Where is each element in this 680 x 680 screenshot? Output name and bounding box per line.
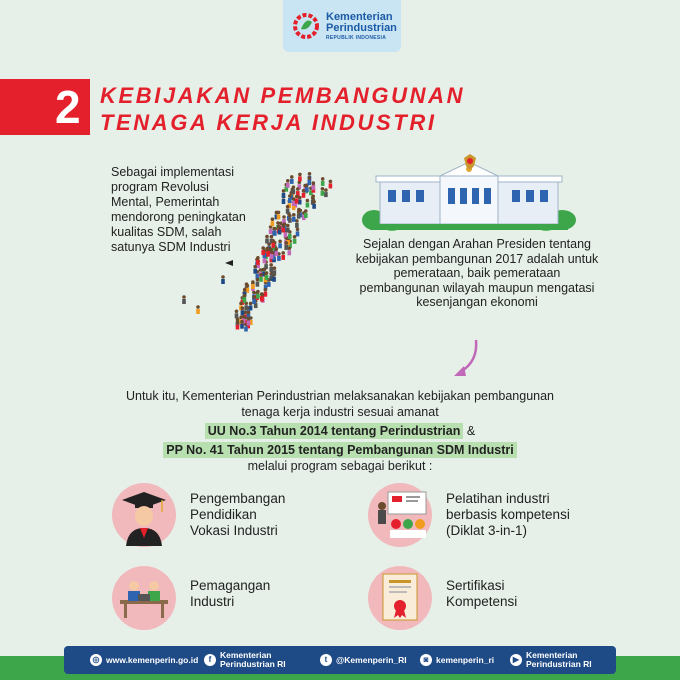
person-body [293, 239, 297, 244]
person-head [321, 187, 325, 191]
person-body [267, 282, 271, 287]
section-title-line2: TENAGA KERJA INDUSTRI [100, 110, 437, 135]
program-text-4: Sertifikasi Kompetensi [446, 578, 518, 609]
person-body [284, 245, 288, 250]
person-body [286, 228, 290, 233]
person-body [235, 313, 239, 318]
person-body [261, 250, 265, 255]
mandate-line2: tenaga kerja industri sesuai amanat [241, 405, 439, 419]
person-head [292, 197, 296, 201]
person-body [298, 176, 302, 181]
person-body [329, 183, 333, 188]
person-head [292, 185, 296, 189]
person-head [290, 175, 294, 179]
twitter-icon: t [320, 654, 332, 666]
person-head [304, 209, 308, 213]
program-text-2: Pelatihan industri berbasis kompetensi (Diklat 3-in-1) [446, 491, 570, 538]
person-body [321, 191, 325, 196]
person-body [244, 327, 248, 332]
person-body [271, 221, 275, 226]
person-head [278, 226, 282, 230]
person-body [182, 299, 186, 304]
person-body [282, 193, 286, 198]
person-head [256, 278, 260, 282]
policy-text: Sejalan dengan Arahan Presiden tentang kebijakan pembangunan 2017 adalah untuk pemerataan, baik pemerataan pembangunan wilayah maupun mengatasi kesenjangan ekonomi [355, 237, 599, 309]
mandate-line3: melalui program sebagai berikut : [247, 459, 433, 473]
person-body [286, 183, 290, 188]
person-body [278, 243, 282, 248]
person-head [288, 247, 292, 251]
person-head [306, 199, 310, 203]
person-head [275, 247, 279, 251]
person-body [260, 297, 264, 302]
person-head [246, 284, 250, 288]
person-head [221, 275, 225, 279]
person-body [269, 229, 273, 234]
person-head [253, 265, 257, 269]
person-body [247, 321, 251, 326]
person-head [242, 315, 246, 319]
person-head [273, 266, 277, 270]
person-head [288, 214, 292, 218]
person-head [295, 195, 299, 199]
person-head [302, 189, 306, 193]
person-head [312, 181, 316, 185]
person-body [252, 299, 256, 304]
person-head [329, 180, 333, 184]
person-head [296, 228, 300, 232]
person-head [286, 224, 290, 228]
law1-highlight: UU No.3 Tahun 2014 tentang Perindustrian [205, 423, 464, 439]
person-body [304, 213, 308, 218]
person-body [270, 254, 274, 259]
person-head [182, 295, 186, 299]
person-body [286, 209, 290, 214]
internship-icon [114, 576, 174, 620]
logo-line1: Kementerian [326, 11, 393, 23]
person-body [281, 255, 285, 260]
person-body [292, 189, 296, 194]
footer-facebook[interactable]: Kementerian Perindustrian RI [220, 650, 286, 669]
person-head [251, 280, 255, 284]
person-body [321, 181, 325, 186]
person-head [243, 294, 247, 298]
intro-text: Sebagai implementasi program Revolusi Mental, Pemerintah mendorong peningkatan kualitas SDM, salah satunya SDM Industri [111, 165, 246, 254]
globe-icon: ◎ [90, 654, 102, 666]
person-body [265, 275, 269, 280]
person-head [243, 288, 247, 292]
person-body [306, 203, 310, 208]
training-icon [372, 490, 430, 540]
person-body [253, 269, 257, 274]
person-head [252, 291, 256, 295]
person-head [292, 213, 296, 217]
logo-gear-icon [291, 11, 321, 41]
person-head [261, 246, 265, 250]
person-body [288, 198, 292, 203]
person-head [282, 224, 286, 228]
instagram-icon: ◙ [420, 654, 432, 666]
person-head [241, 306, 245, 310]
person-body [324, 192, 328, 197]
person-body [312, 204, 316, 209]
person-body [265, 239, 269, 244]
person-head [277, 211, 281, 215]
person-body [236, 325, 240, 330]
curved-arrow-icon [448, 338, 488, 380]
program-text-1: Pengembangan Pendidikan Vokasi Industri [190, 491, 286, 538]
footer-twitter[interactable]: @Kemenperin_RI [336, 655, 407, 665]
person-body [292, 217, 296, 222]
person-body [273, 270, 277, 275]
person-head [252, 295, 256, 299]
person-head [295, 219, 299, 223]
person-body [243, 298, 247, 303]
person-head [296, 187, 300, 191]
person-head [259, 268, 263, 272]
person-body [264, 264, 268, 269]
person-head [311, 196, 315, 200]
person-body [292, 201, 296, 206]
person-body [288, 250, 292, 255]
person-body [221, 279, 225, 284]
person-body [240, 324, 244, 329]
person-head [196, 305, 200, 309]
program-text-3: Pemagangan Industri [190, 578, 271, 609]
person-head [308, 176, 312, 180]
person-body [295, 223, 299, 228]
logo-line3: REPUBLIK INDONESIA [326, 35, 387, 41]
person-head [264, 288, 268, 292]
footer-youtube[interactable]: Kementerian Perindustrian RI [526, 650, 592, 669]
law2-highlight: PP No. 41 Tahun 2015 tentang Pembangunan SDM Industri [163, 442, 517, 458]
person-body [256, 294, 260, 299]
garuda-emblem-icon [462, 152, 478, 172]
person-head [293, 235, 297, 239]
person-head [249, 302, 253, 306]
person-body [244, 305, 248, 310]
person-body [277, 214, 281, 219]
person-body [295, 199, 299, 204]
person-body [256, 260, 260, 265]
section-title-line1: KEBIJAKAN PEMBANGUNAN [100, 83, 466, 108]
person-body [297, 214, 301, 219]
facebook-icon: f [204, 654, 216, 666]
section-title [100, 82, 465, 136]
person-body [288, 218, 292, 223]
person-head [286, 205, 290, 209]
person-head [235, 310, 239, 314]
person-body [277, 256, 281, 261]
person-head [321, 177, 325, 181]
section-number: 2 [55, 81, 81, 133]
person-body [284, 233, 288, 238]
person-head [236, 321, 240, 325]
person-head [298, 173, 302, 177]
person-body [272, 277, 276, 282]
person-head [324, 188, 328, 192]
person-head [240, 320, 244, 324]
footer-website[interactable]: www.kemenperin.go.id [106, 655, 199, 665]
person-head [284, 241, 288, 245]
crowd-arrow-illustration [178, 160, 348, 340]
person-head [286, 179, 290, 183]
person-head [271, 217, 275, 221]
person-head [239, 302, 243, 306]
person-body [251, 284, 255, 289]
person-body [278, 230, 282, 235]
person-body [271, 243, 275, 248]
person-body [196, 309, 200, 314]
person-head [270, 250, 274, 254]
person-head [270, 235, 274, 239]
person-body [263, 258, 267, 263]
mandate-line1: Untuk itu, Kementerian Perindustrian melaksanakan kebijakan pembangunan [125, 389, 555, 403]
person-body [256, 282, 260, 287]
person-head [260, 293, 264, 297]
person-body [282, 199, 286, 204]
person-body [275, 251, 279, 256]
footer-instagram[interactable]: kemenperin_ri [436, 655, 495, 665]
person-body [312, 185, 316, 190]
person-head [269, 263, 273, 267]
youtube-icon: ▶ [510, 654, 522, 666]
person-head [256, 290, 260, 294]
person-body [259, 277, 263, 282]
person-body [308, 180, 312, 185]
person-head [273, 227, 277, 231]
person-head [256, 256, 260, 260]
mandate-text [60, 388, 620, 474]
person-head [281, 251, 285, 255]
person-body [288, 234, 292, 239]
person-head [265, 271, 269, 275]
person-head [271, 239, 275, 243]
person-body [273, 231, 277, 236]
person-body [264, 292, 268, 297]
person-head [282, 215, 286, 219]
person-head [288, 194, 292, 198]
person-body [290, 179, 294, 184]
person-body [282, 228, 286, 233]
ampersand: & [466, 424, 476, 438]
person-head [278, 240, 282, 244]
person-body [305, 187, 309, 192]
person-head [247, 311, 251, 315]
person-body [269, 267, 273, 272]
person-body [249, 305, 253, 310]
person-body [296, 231, 300, 236]
footer-bar [64, 646, 616, 674]
person-head [308, 172, 312, 176]
person-body [241, 310, 245, 315]
person-head [312, 200, 316, 204]
person-head [282, 189, 286, 193]
person-head [259, 273, 263, 277]
person-head [297, 210, 301, 214]
logo-line2: Perindustrian [326, 22, 397, 34]
person-body [302, 193, 306, 198]
person-head [265, 235, 269, 239]
person-head [247, 317, 251, 321]
certificate-icon [381, 572, 419, 622]
graduate-icon [118, 486, 170, 546]
